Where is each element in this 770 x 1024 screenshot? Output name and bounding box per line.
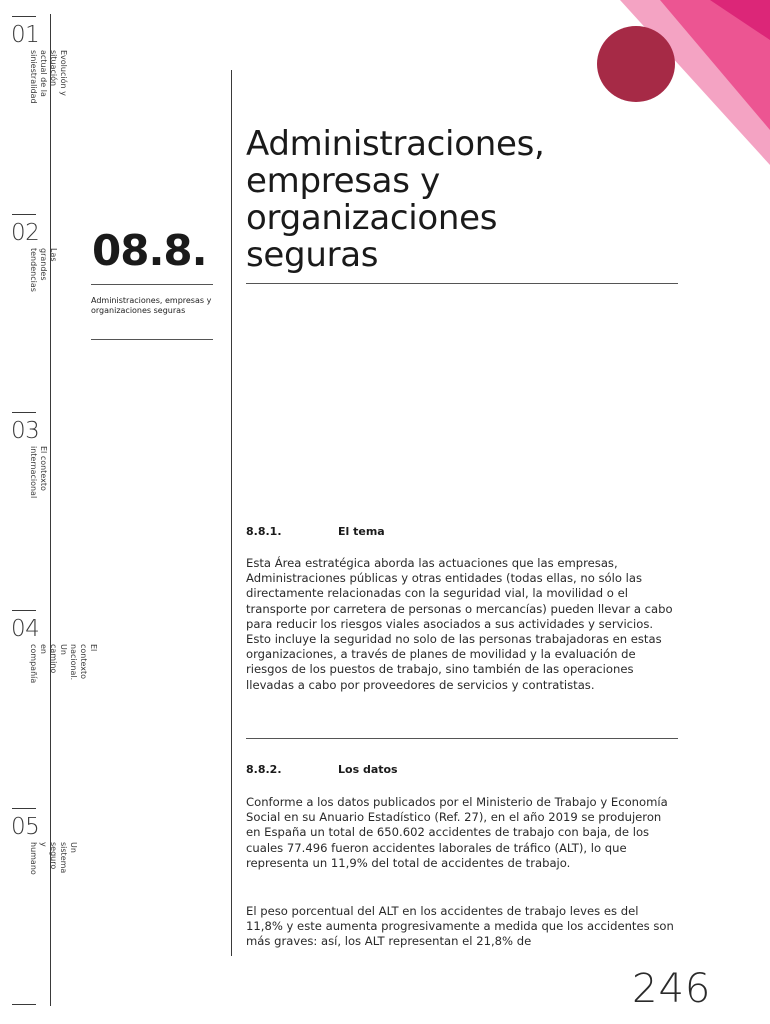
title-rule bbox=[246, 283, 678, 284]
section-heading-text: Los datos bbox=[338, 763, 398, 776]
nav-number: 04 bbox=[11, 616, 40, 642]
nav-dash bbox=[12, 610, 36, 611]
column-divider bbox=[231, 70, 232, 956]
section-heading-text: El tema bbox=[338, 525, 385, 538]
nav-dash bbox=[12, 412, 36, 413]
section-subtitle: Administraciones, empresas y organizaciones seguras bbox=[91, 296, 212, 315]
body-paragraph: Esta Área estratégica aborda las actuaciones que las empresas, Administraciones públicas y otras entidades (todas ellas, no sólo las directamente relacionadas con la seguridad vial, la movilidad o el transporte por carretera de personas o mercancías) pueden llevar a cabo para reducir los riesgos viales asociados a sus actividades y servicios. Esto incluye la seguridad no solo de las personas trabajadoras en estas organizaciones, a través de planes de movilidad y la evaluación de riesgos de los puestos de trabajo, sino también de las operaciones llevadas a cabo por proveedores de servicios y contratistas. bbox=[246, 556, 673, 692]
nav-label: El contexto internacional bbox=[29, 446, 48, 499]
nav-label: El contexto nacional. Un camino en compañía bbox=[29, 644, 98, 684]
page-title bbox=[246, 126, 676, 274]
nav-label: Las grandes tendencias bbox=[29, 248, 58, 292]
nav-number: 02 bbox=[11, 220, 40, 246]
title-line: seguras bbox=[246, 235, 379, 275]
nav-label: Evolución y situación actual de la siniestralidad bbox=[29, 50, 68, 104]
title-line: Administraciones, bbox=[246, 124, 545, 164]
body-paragraph: El peso porcentual del ALT en los accidentes de trabajo leves es del 11,8% y este aumenta progresivamente a medida que los accidentes son más graves: así, los ALT representan el 21,8% de bbox=[246, 904, 674, 949]
title-line: empresas y bbox=[246, 161, 440, 201]
nav-dash bbox=[12, 214, 36, 215]
page-number: 246 bbox=[632, 966, 712, 1012]
section-heading-8-8-1 bbox=[246, 525, 385, 538]
nav-number: 03 bbox=[11, 418, 40, 444]
nav-dash bbox=[12, 16, 36, 17]
section-code: 8.8.2. bbox=[246, 763, 282, 776]
nav-end-dash bbox=[12, 1004, 36, 1005]
section-number: 08.8. bbox=[92, 226, 207, 275]
nav-number: 01 bbox=[11, 22, 40, 48]
body-paragraph: Conforme a los datos publicados por el Ministerio de Trabajo y Economía Social en su Anuario Estadístico (Ref. 27), en el año 2019 se produjeron en España un total de 650.602 accidentes de trabajo con baja, de los cuales 77.496 fueron accidentes laborales de tráfico (ALT), lo que representa un 11,9% del total de accidentes de trabajo. bbox=[246, 795, 668, 870]
nav-label: Un sistema seguro y humano bbox=[29, 842, 78, 875]
section-rule-top bbox=[91, 284, 213, 285]
title-line: organizaciones bbox=[246, 198, 498, 238]
section-heading-8-8-2 bbox=[246, 763, 398, 776]
section-divider bbox=[246, 738, 678, 739]
nav-number: 05 bbox=[11, 814, 40, 840]
section-rule-bottom bbox=[91, 339, 213, 340]
deco-burgundy-circle bbox=[597, 26, 675, 102]
nav-dash bbox=[12, 808, 36, 809]
section-code: 8.8.1. bbox=[246, 525, 282, 538]
